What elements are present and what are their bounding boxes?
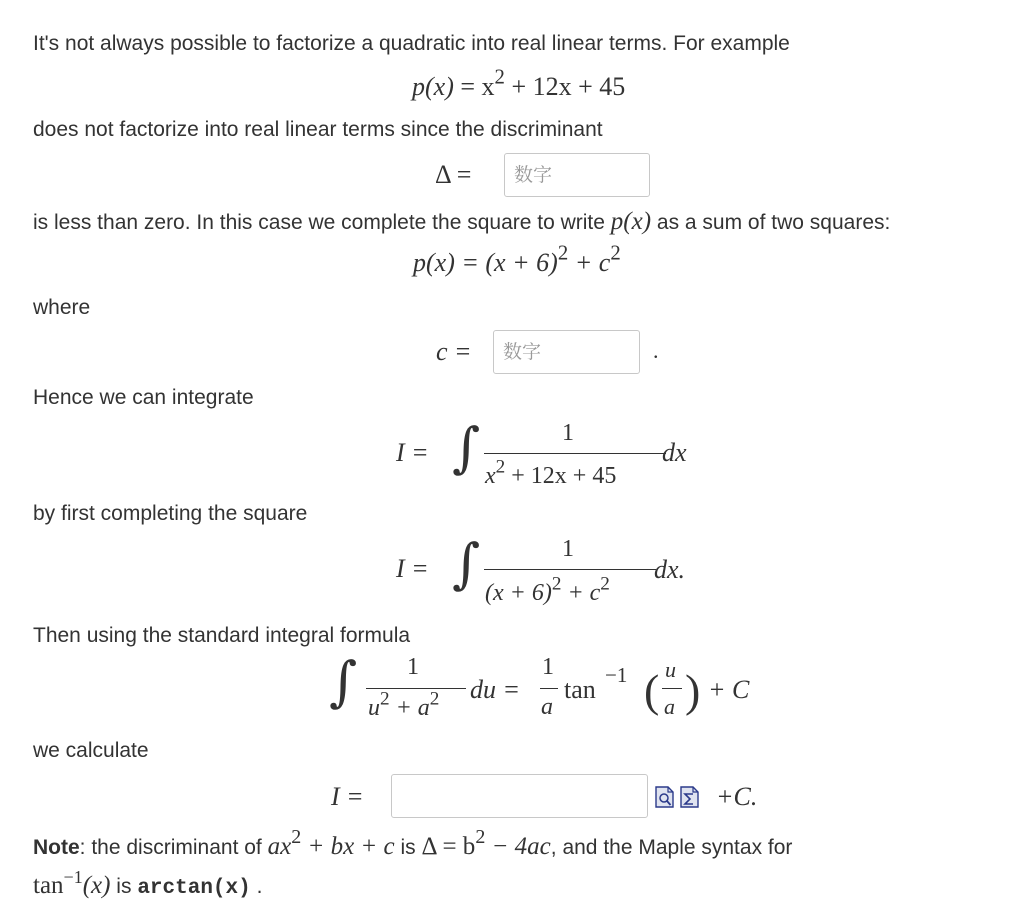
note-discriminant: $\Delta = b^2 - 4ac$ — [421, 826, 551, 860]
integral-2-fraction-bar — [484, 569, 656, 570]
less-than-zero-text: is less than zero. In this case we complete the square to write p(x) as a sum of two squares: — [33, 208, 891, 235]
answer-lhs: I = — [331, 782, 364, 811]
intro-text: It's not always possible to factorize a quadratic into real linear terms. For example — [33, 32, 790, 55]
c-label: c = — [436, 337, 472, 366]
integral-2-lhs: I = — [396, 554, 429, 583]
formula-u-over-a-denominator: a — [664, 694, 675, 719]
equation-editor-icon[interactable] — [680, 786, 699, 808]
no-factor-text: does not factorize into real linear terms since the discriminant — [33, 118, 603, 141]
formula-denominator: $u^2 + a^2$ — [368, 688, 440, 721]
by-first-text: by first completing the square — [33, 502, 308, 525]
note-label: Note — [33, 836, 80, 859]
integral-1-dx: dx — [662, 438, 687, 467]
answer-plus-c: +C. — [716, 782, 758, 811]
formula-one-over-a-bar — [540, 688, 558, 689]
integral-2-denominator: $(x + 6)^2 + c^2$ — [485, 573, 610, 606]
preview-icon[interactable] — [655, 786, 674, 808]
formula-paren-close: ) — [685, 665, 701, 716]
integral-2-dx: dx. — [654, 555, 686, 584]
integral-1-fraction-bar — [484, 453, 666, 454]
integral-answer-input[interactable] — [391, 774, 648, 818]
formula-numerator: 1 — [407, 654, 419, 680]
we-calculate-text: we calculate — [33, 739, 149, 762]
quadratic-equation: $p(x) = x^2 + 12x + 45$ — [412, 65, 626, 101]
c-period: . — [653, 338, 659, 363]
note-line-2: $\tan^{-1}(x)$ is arctan(x) . — [33, 867, 263, 900]
integral-1-denominator: $x^2 + 12x + 45$ — [485, 456, 617, 489]
formula-one-over-a-denominator: a — [541, 694, 553, 720]
integral-1-lhs: I = — [396, 438, 429, 467]
note-maple-code: arctan(x) — [137, 877, 251, 900]
integral-2-numerator: 1 — [562, 536, 574, 562]
c-input[interactable] — [493, 330, 640, 374]
formula-paren-open: ( — [644, 665, 660, 716]
integral-1-numerator: 1 — [562, 420, 574, 446]
completed-square-equation: $p(x) = (x + 6)^2 + c^2$ — [413, 241, 621, 277]
then-using-text: Then using the standard integral formula — [33, 624, 411, 647]
formula-plus-c: + C — [708, 675, 750, 704]
formula-du-equals: du = — [470, 675, 521, 704]
note-quadratic: $ax^2$ + bx + c — [267, 826, 395, 860]
formula-tan: tan — [564, 675, 596, 704]
hence-text: Hence we can integrate — [33, 386, 254, 409]
integral-2-sign: ∫ — [452, 532, 481, 595]
formula-integral-sign: ∫ — [329, 650, 358, 713]
formula-u-over-a-numerator: u — [665, 657, 676, 682]
formula-inverse-exponent: −1 — [605, 663, 628, 687]
note-line: Note: the discriminant of $ax^2$ + bx + c is $\Delta = b^2 - 4ac$, and the Maple syntax for — [33, 826, 793, 860]
formula-one-over-a-numerator: 1 — [542, 654, 554, 680]
where-text: where — [33, 296, 91, 319]
formula-u-over-a-bar — [662, 688, 682, 689]
delta-label: Δ = — [435, 160, 472, 189]
integral-1-sign: ∫ — [452, 416, 481, 479]
delta-input[interactable] — [504, 153, 650, 197]
